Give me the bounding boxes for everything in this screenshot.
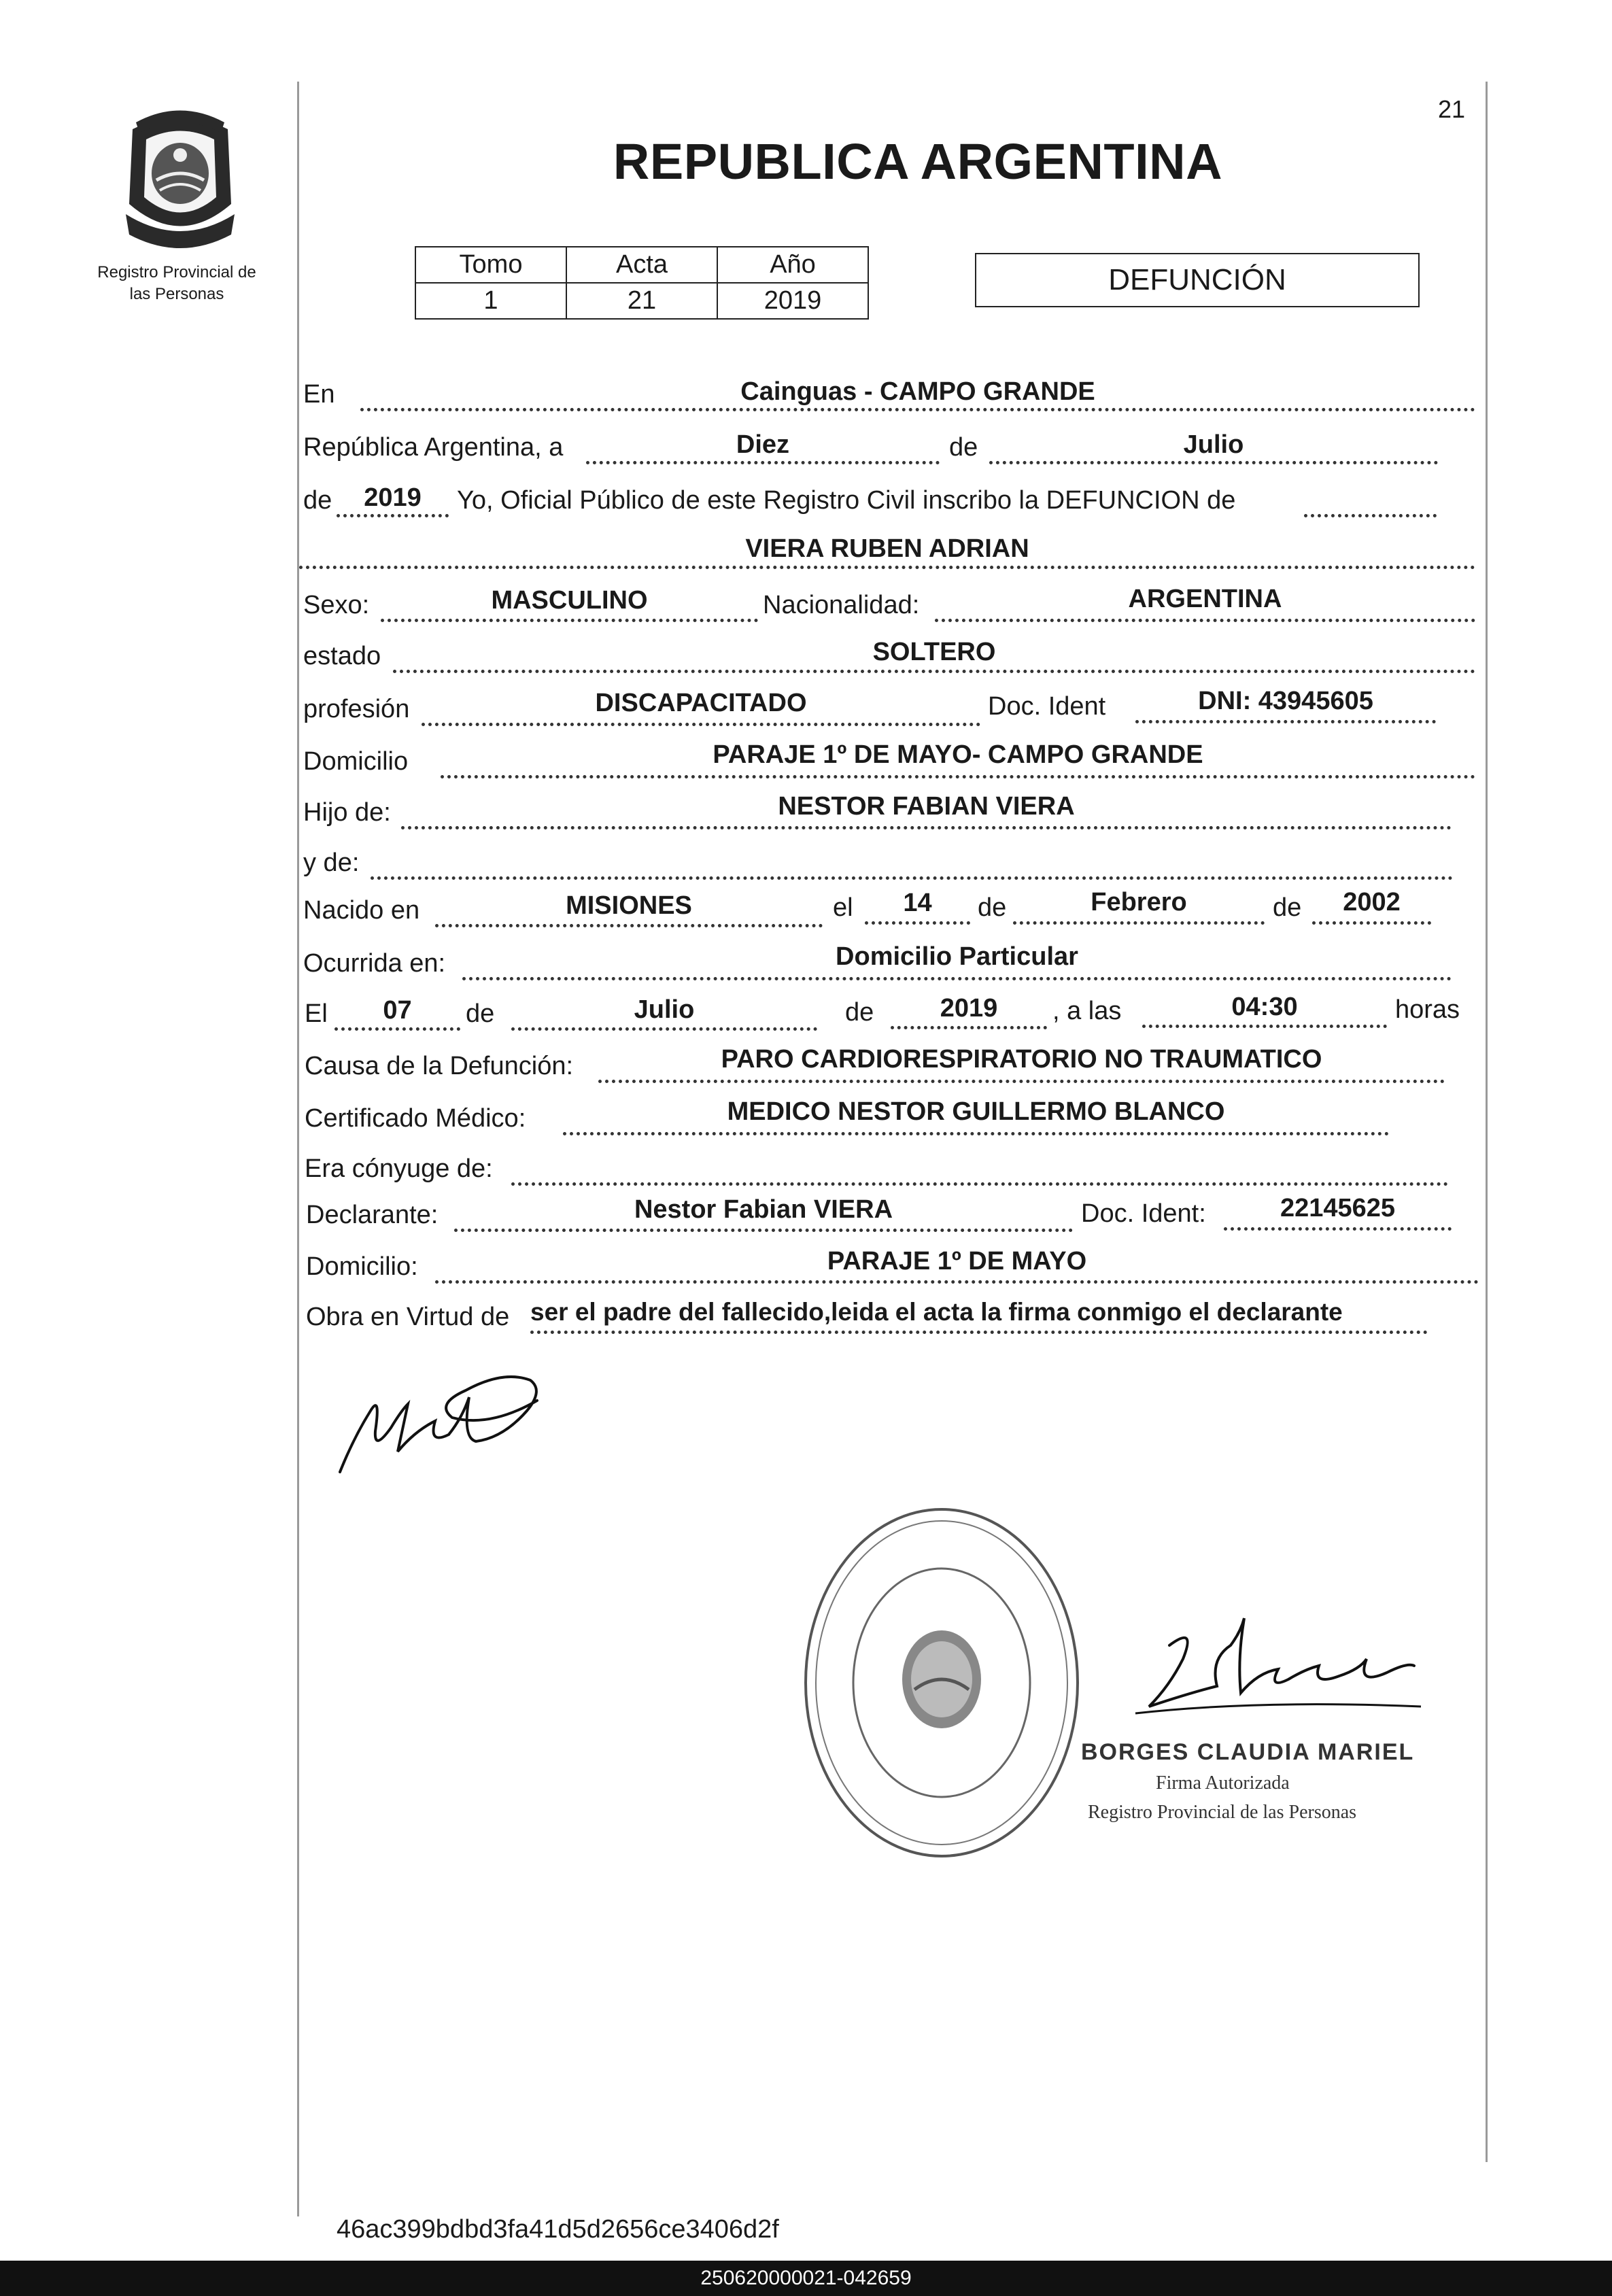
registry-label-line1: Registro Provincial de xyxy=(97,263,256,281)
registry-label-line2: las Personas xyxy=(129,285,224,303)
value-causa: PARO CARDIORESPIRATORIO NO TRAUMATICO xyxy=(721,1045,1322,1074)
label-en: En xyxy=(303,380,335,409)
dotted-line xyxy=(337,514,449,517)
dotted-line xyxy=(371,876,1453,880)
label-hijo-de: Hijo de: xyxy=(303,798,391,827)
value-profesion: DISCAPACITADO xyxy=(595,689,807,717)
label-nacido-en: Nacido en xyxy=(303,896,420,925)
label-de: de xyxy=(845,998,874,1027)
dotted-line xyxy=(393,670,1475,673)
reference-value-anio: 2019 xyxy=(717,283,868,319)
value-hijo-de: NESTOR FABIAN VIERA xyxy=(778,792,1075,821)
dotted-line xyxy=(381,619,758,622)
value-nacionalidad: ARGENTINA xyxy=(1128,585,1282,613)
left-margin-line xyxy=(297,82,299,2216)
dotted-line xyxy=(989,461,1438,464)
value-declarante-domicilio: PARAJE 1º DE MAYO xyxy=(827,1247,1087,1275)
dotted-line xyxy=(865,921,970,925)
value-estado: SOLTERO xyxy=(872,638,996,666)
label-sexo: Sexo: xyxy=(303,591,370,619)
document-type-box: DEFUNCIÓN xyxy=(975,253,1420,307)
label-doc-ident-declarante: Doc. Ident: xyxy=(1081,1199,1206,1228)
provincial-seal-logo xyxy=(109,102,252,252)
dotted-line xyxy=(935,619,1475,622)
reference-table xyxy=(415,246,869,320)
dotted-line xyxy=(598,1080,1445,1083)
value-obra-en-virtud: ser el padre del fallecido,leida el acta la firma conmigo el declarante xyxy=(530,1298,1343,1326)
dotted-line xyxy=(299,566,1475,569)
dotted-line xyxy=(891,1026,1047,1029)
value-nacimiento-anio: 2002 xyxy=(1343,888,1401,916)
dotted-line xyxy=(454,1229,1073,1232)
reference-header-acta: Acta xyxy=(566,247,717,283)
value-nacimiento-dia: 14 xyxy=(903,889,932,917)
page-number: 21 xyxy=(1438,95,1466,123)
authorized-signature xyxy=(1122,1605,1435,1741)
label-domicilio: Domicilio xyxy=(303,747,409,776)
dotted-line xyxy=(511,1027,817,1031)
label-nacionalidad: Nacionalidad: xyxy=(763,591,920,619)
dotted-line xyxy=(563,1132,1389,1135)
reference-header-anio: Año xyxy=(717,247,868,283)
value-defuncion-dia: 07 xyxy=(383,996,412,1025)
value-domicilio: PARAJE 1º DE MAYO- CAMPO GRANDE xyxy=(713,740,1203,769)
signatory-name: BORGES CLAUDIA MARIEL xyxy=(1081,1739,1415,1765)
value-nacido-en: MISIONES xyxy=(566,891,692,920)
label-de: de xyxy=(978,893,1007,922)
value-sexo: MASCULINO xyxy=(491,586,648,615)
value-defuncion-mes: Julio xyxy=(634,995,695,1024)
label-domicilio-declarante: Domicilio: xyxy=(306,1252,418,1281)
label-causa: Causa de la Defunción: xyxy=(305,1052,574,1080)
signatory-registry: Registro Provincial de las Personas xyxy=(1088,1802,1357,1823)
label-conyuge: Era cónyuge de: xyxy=(305,1154,493,1183)
footer-id-bar: 250620000021-042659 xyxy=(0,2261,1612,2296)
value-nacimiento-mes: Febrero xyxy=(1091,888,1187,916)
dotted-line xyxy=(1312,921,1431,925)
dotted-line xyxy=(435,1280,1479,1284)
label-profesion: profesión xyxy=(303,695,410,723)
reference-value-tomo: 1 xyxy=(415,283,566,319)
dotted-line xyxy=(401,826,1452,829)
label-de: de xyxy=(303,486,332,515)
label-horas: horas xyxy=(1395,995,1460,1024)
value-declarante-doc: 22145625 xyxy=(1280,1194,1396,1222)
document-hash: 46ac399bdbd3fa41d5d2656ce3406d2f xyxy=(337,2215,779,2244)
label-declarante: Declarante: xyxy=(306,1201,439,1229)
dotted-line xyxy=(1013,921,1265,925)
label-de: de xyxy=(1273,893,1302,922)
label-de: de xyxy=(949,433,978,462)
value-certificado-medico: MEDICO NESTOR GUILLERMO BLANCO xyxy=(727,1097,1225,1126)
label-estado: estado xyxy=(303,642,381,670)
label-el-cap: El xyxy=(305,999,328,1028)
value-defuncion-anio: 2019 xyxy=(940,994,998,1023)
value-fallecido: VIERA RUBEN ADRIAN xyxy=(745,534,1029,563)
label-ocurrida-en: Ocurrida en: xyxy=(303,949,446,978)
reference-value-acta: 21 xyxy=(566,283,717,319)
dotted-line xyxy=(511,1182,1448,1186)
registry-label xyxy=(75,262,279,305)
dotted-line xyxy=(1142,1025,1387,1028)
label-a-las: , a las xyxy=(1052,997,1122,1025)
official-stamp xyxy=(792,1499,1091,1880)
reference-header-tomo: Tomo xyxy=(415,247,566,283)
label-certificado: Certificado Médico: xyxy=(305,1104,526,1133)
dotted-line xyxy=(462,977,1452,980)
right-margin-line xyxy=(1486,82,1488,2162)
dotted-line xyxy=(360,408,1475,411)
dotted-line xyxy=(1224,1227,1452,1231)
dotted-line xyxy=(586,461,940,464)
label-yo-oficial: Yo, Oficial Público de este Registro Civil inscribo la DEFUNCION de xyxy=(457,486,1236,515)
dotted-line xyxy=(422,723,980,726)
label-el: el xyxy=(833,893,853,922)
value-dia-inscripcion: Diez xyxy=(736,430,790,459)
value-defuncion-hora: 04:30 xyxy=(1231,993,1298,1021)
dotted-line xyxy=(441,775,1475,778)
label-doc-ident: Doc. Ident xyxy=(988,692,1106,721)
value-ocurrida-en: Domicilio Particular xyxy=(836,942,1078,971)
dotted-line xyxy=(530,1331,1428,1334)
declarant-signature xyxy=(333,1363,551,1482)
signatory-role: Firma Autorizada xyxy=(1156,1772,1290,1794)
value-documento: DNI: 43945605 xyxy=(1198,687,1373,715)
value-mes-inscripcion: Julio xyxy=(1183,430,1244,459)
value-declarante: Nestor Fabian VIERA xyxy=(634,1195,893,1224)
page-title: REPUBLICA ARGENTINA xyxy=(613,133,1223,190)
dotted-line xyxy=(435,924,823,927)
dotted-line xyxy=(335,1027,460,1031)
value-lugar: Cainguas - CAMPO GRANDE xyxy=(740,377,1095,406)
label-republica: República Argentina, a xyxy=(303,433,564,462)
dotted-line xyxy=(1304,514,1437,517)
value-anio-inscripcion: 2019 xyxy=(364,483,422,512)
label-de: de xyxy=(466,999,495,1028)
label-obra-en-virtud: Obra en Virtud de xyxy=(306,1303,510,1331)
dotted-line xyxy=(1135,720,1436,723)
label-y-de: y de: xyxy=(303,849,360,877)
